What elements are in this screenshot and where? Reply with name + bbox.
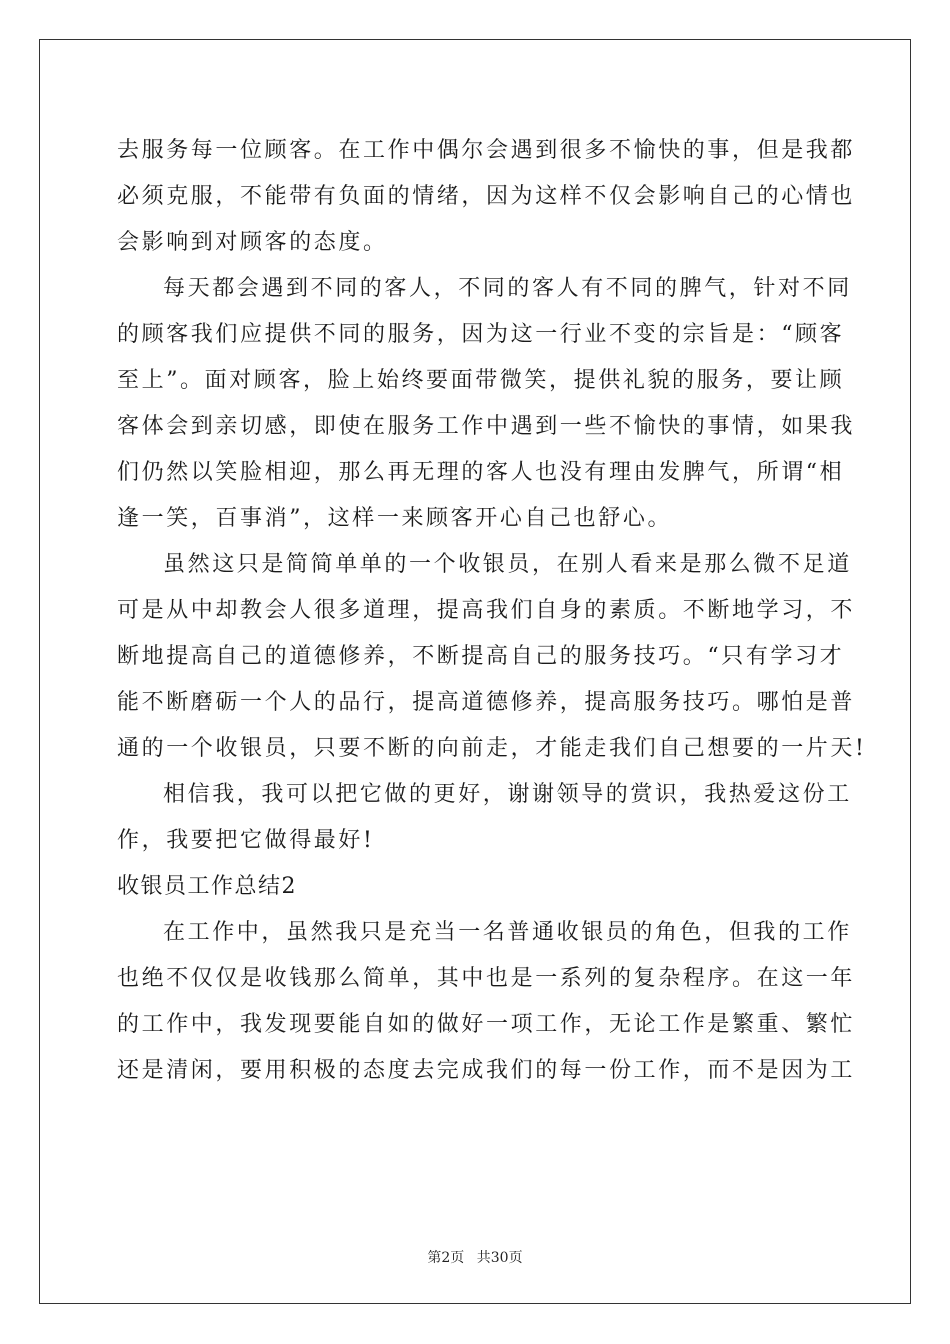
text-line: 每天都会遇到不同的客人，不同的客人有不同的脾气，针对不同: [163, 276, 852, 301]
text-line: 的顾客我们应提供不同的服务，因为这一行业不变的宗旨是：“顾客: [117, 322, 845, 347]
text-line: 通的一个收银员，只要不断的向前走，才能走我们自己想要的一片天!: [117, 736, 867, 761]
document-body: [117, 128, 867, 1094]
page-footer: [0, 1247, 950, 1267]
text-line: 还是清闲，要用积极的态度去完成我们的每一份工作，而不是因为工: [117, 1058, 856, 1083]
text-line: 虽然这只是简简单单的一个收银员，在别人看来是那么微不足道: [163, 552, 852, 577]
page-number: 第2页: [427, 1250, 465, 1266]
text-line: 可是从中却教会人很多道理，提高我们自身的素质。不断地学习，不: [117, 598, 856, 623]
text-line: 的工作中，我发现要能自如的做好一项工作，无论工作是繁重、繁忙: [117, 1012, 856, 1037]
text-line: 至上”。面对顾客，脸上始终要面带微笑，提供礼貌的服务，要让顾: [117, 368, 845, 393]
text-line: 能不断磨砺一个人的品行，提高道德修养，提高服务技巧。哪怕是普: [117, 690, 856, 715]
text-line: 去服务每一位顾客。在工作中偶尔会遇到很多不愉快的事，但是我都: [117, 138, 856, 163]
paragraph-1: [117, 128, 856, 266]
text-line: 会影响到对顾客的态度。: [117, 230, 388, 255]
text-line: 相信我，我可以把它做的更好，谢谢领导的赏识，我热爱这份工: [163, 782, 852, 807]
paragraph-5: [117, 910, 856, 1094]
text-line: 们仍然以笑脸相迎，那么再无理的客人也没有理由发脾气，所谓“相: [117, 460, 845, 485]
text-line: 也绝不仅仅是收钱那么简单，其中也是一系列的复杂程序。在这一年: [117, 966, 856, 991]
section-heading: 收银员工作总结2: [117, 874, 297, 899]
paragraph-2: [117, 266, 856, 542]
paragraph-4: [117, 772, 852, 864]
text-line: 必须克服，不能带有负面的情绪，因为这样不仅会影响自己的心情也: [117, 184, 856, 209]
text-line: 在工作中，虽然我只是充当一名普通收银员的角色，但我的工作: [163, 920, 852, 945]
page-total: 共30页: [476, 1250, 523, 1266]
paragraph-3: [117, 542, 867, 772]
text-line: 断地提高自己的道德修养，不断提高自己的服务技巧。“只有学习才: [117, 644, 845, 669]
text-line: 逢一笑，百事消”，这样一来顾客开心自己也舒心。: [117, 506, 673, 531]
text-line: 作，我要把它做得最好!: [117, 828, 375, 853]
text-line: 客体会到亲切感，即使在服务工作中遇到一些不愉快的事情，如果我: [117, 414, 856, 439]
